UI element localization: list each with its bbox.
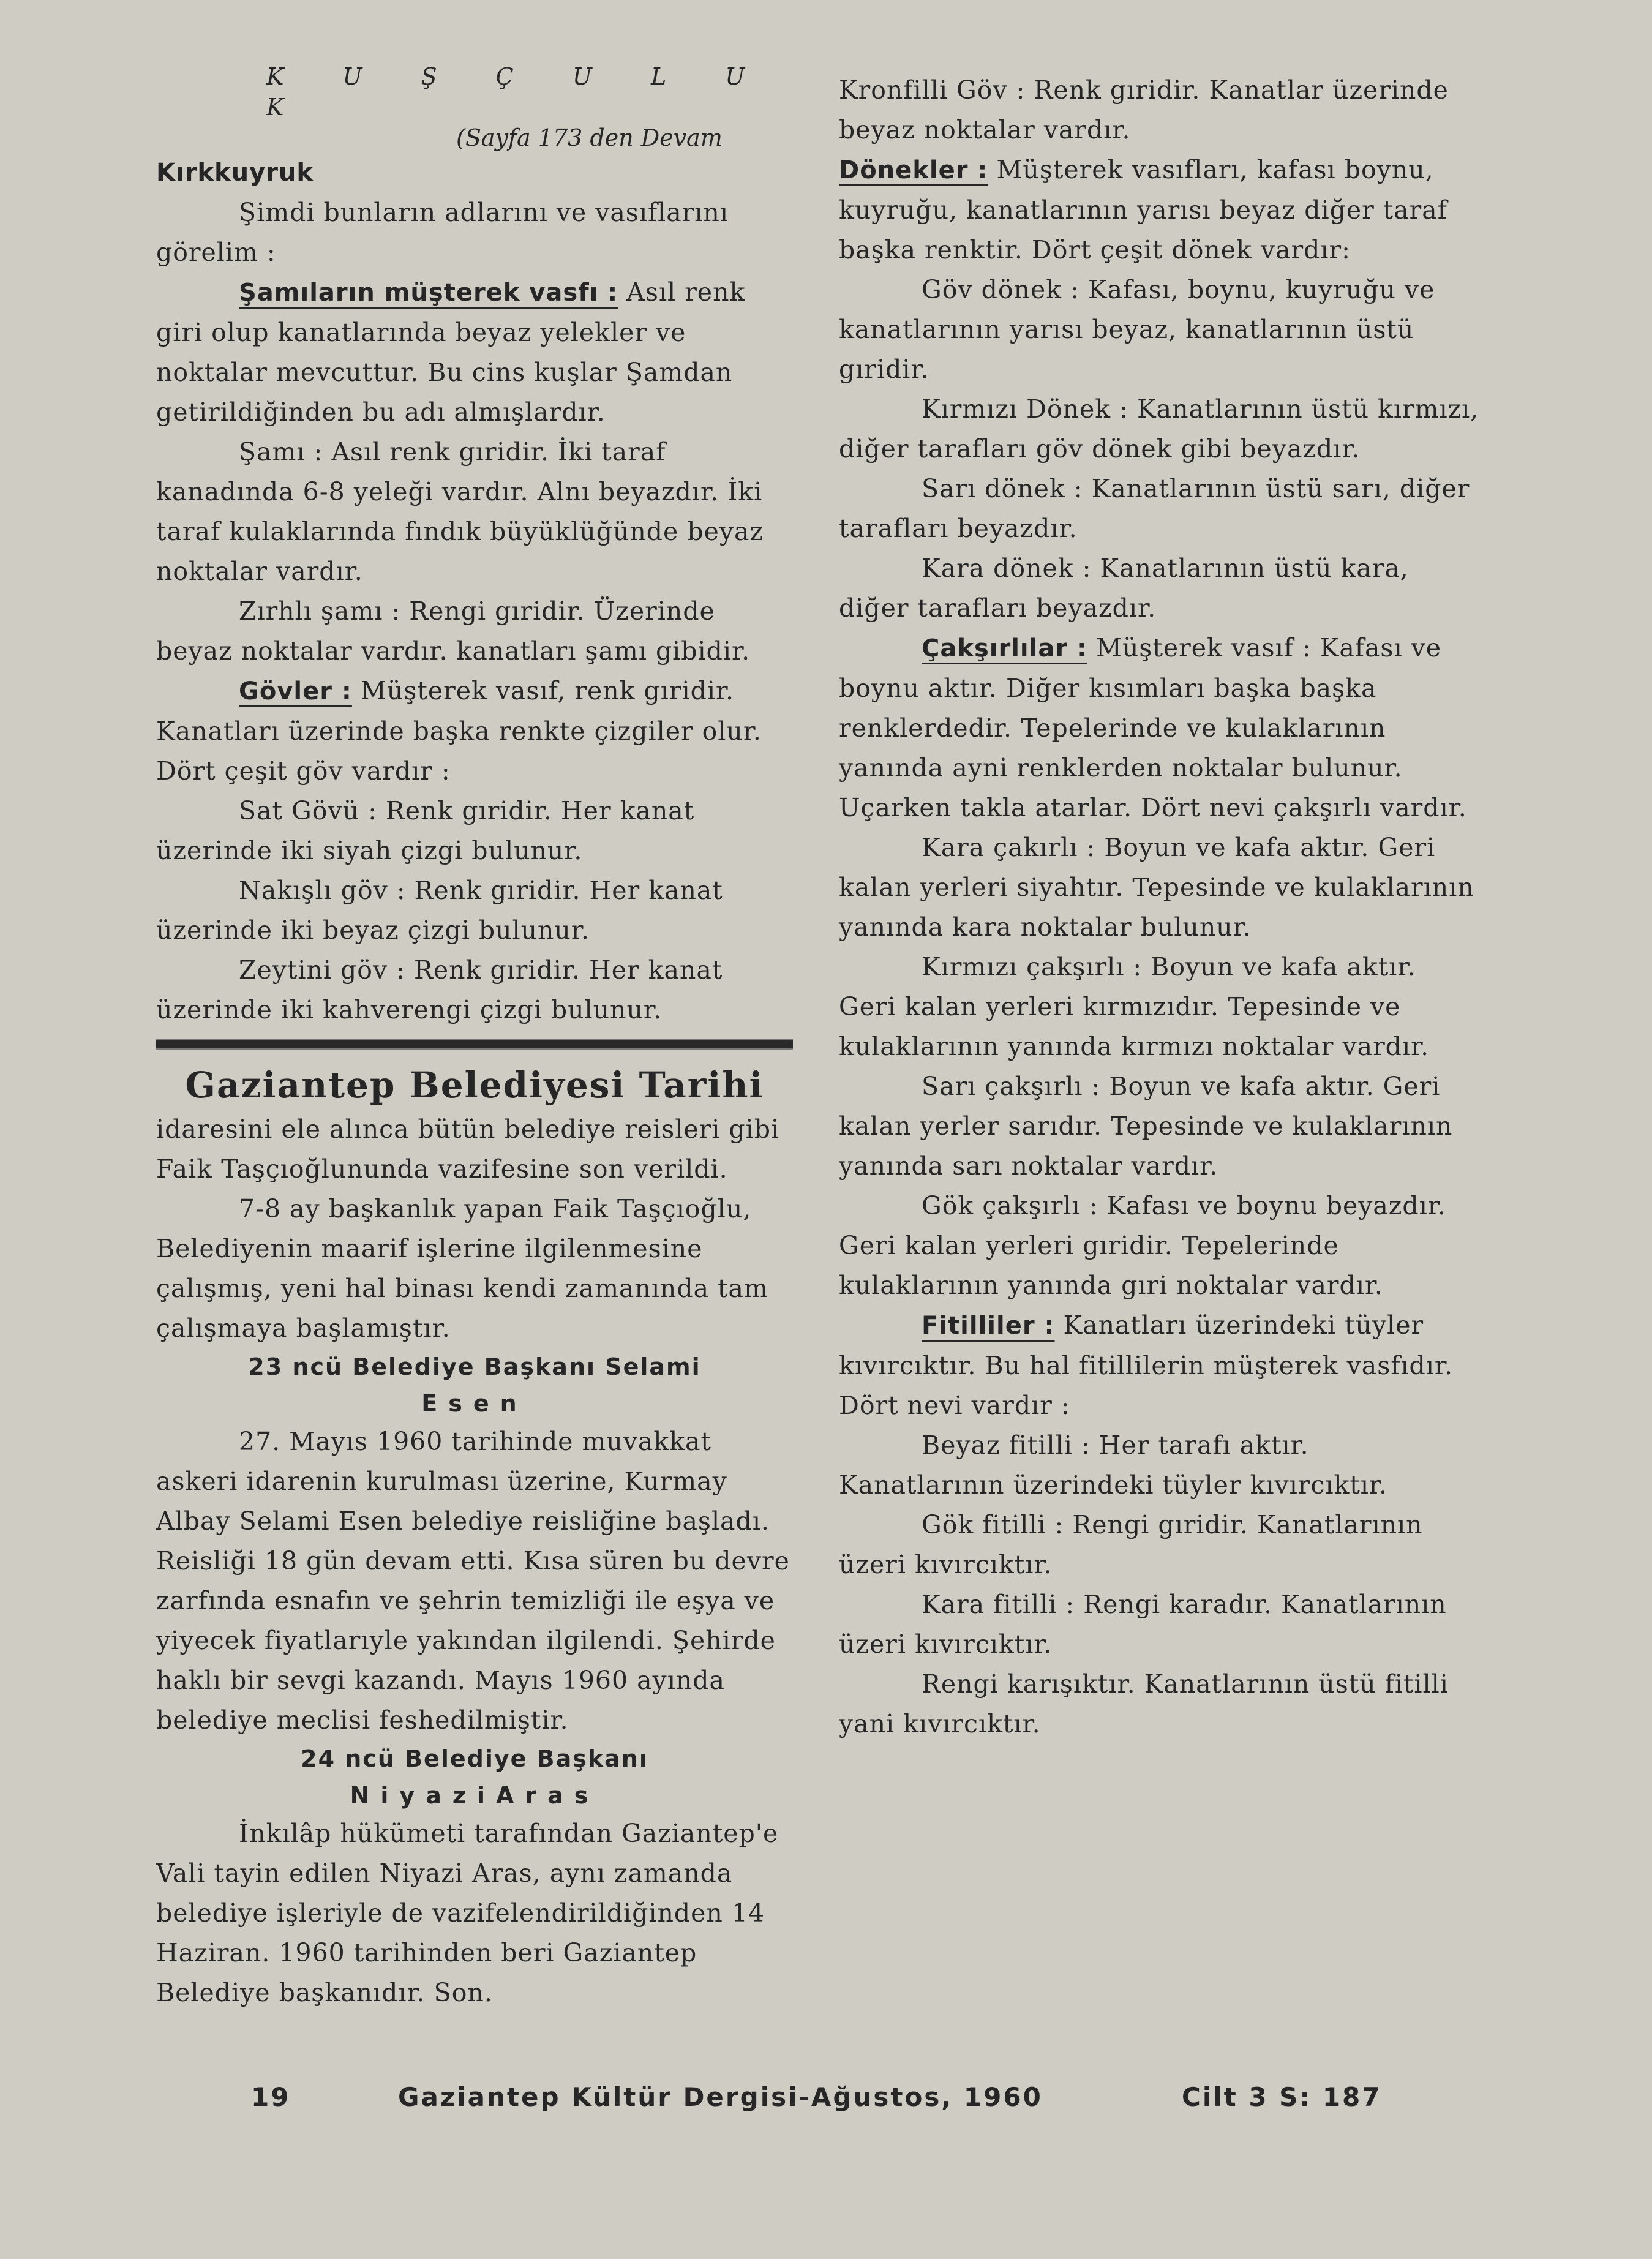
paragraph-kronfilli: Kronfilli Göv : Renk gıridir. Kanatlar üzerinde beyaz noktalar vardır.: [839, 75, 1449, 145]
paragraph-kirmizi-donek: Kırmızı Dönek : Kanatlarının üstü kırmızı, diğer tarafları göv dönek gibi beyazdır.: [839, 394, 1479, 464]
paragraph-sari-caksirli: Sarı çakşırlı : Boyun ve kafa aktır. Geri kalan yerler sarıdır. Tepesinde ve kulaklarının yanında sarı noktalar vardır.: [839, 1072, 1453, 1181]
text-fitilliler: Kanatları üzerindeki tüyler kıvırcıktır. Bu hal fitillilerin müşterek vasfıdır. Dört nevi vardır :: [839, 1310, 1454, 1420]
text-donekler: Müşterek vasıfları, kafası boynu, kuyruğu, kanatlarının yarısı beyaz diğer taraf başka renktir. Dört çeşit dönek vardır:: [839, 155, 1447, 265]
subheading-24-line2: NiyaziAras: [350, 1782, 599, 1809]
heading-kirkkuyruk: Kırkkuyruk: [156, 159, 314, 187]
paragraph-samilar: [156, 273, 793, 432]
continued-note: (Sayfa 173 den Devam: [456, 124, 723, 151]
paragraph-donekler: [839, 150, 1482, 270]
text-caksirlilar: Müşterek vasıf : Kafası ve boynu aktır. Diğer kısımları başka başka renklerdedir. Tepelerinde ve kulaklarının yanında ayni renklerden noktalar bulunur. Uçarken takla atarlar. Dört nevi çakşırlı vardır.: [839, 633, 1467, 822]
volume-issue: Cilt 3 S: 187: [1182, 2082, 1382, 2112]
article-paragraph-1: idaresini ele alınca bütün belediye reisleri gibi Faik Taşçıoğlununda vazifesine son verildi.: [156, 1114, 780, 1184]
paragraph-sari-donek: Sarı dönek : Kanatlarının üstü sarı, diğer tarafları beyazdır.: [839, 474, 1470, 543]
text-samilar: Asıl renk giri olup kanatlarında beyaz yelekler ve noktalar mevcuttur. Bu cins kuşlar Şamdan getirildiğinden bu adı almışlardır.: [156, 277, 746, 427]
paragraph-gok-fitilli: Gök fitilli : Rengi gıridir. Kanatlarının üzeri kıvırcıktır.: [839, 1510, 1423, 1579]
paragraph-sat-govu: Sat Gövü : Renk gıridir. Her kanat üzerinde iki siyah çizgi bulunur.: [156, 796, 695, 865]
article-title: Gaziantep Belediyesi Tarihi: [185, 1064, 764, 1106]
subheading-23-line1: 23 ncü Belediye Başkanı Selami: [248, 1353, 701, 1380]
paragraph-gov-donek: Göv dönek : Kafası, boynu, kuyruğu ve kanatlarının yarısı beyaz, kanatlarının üstü gıridir.: [839, 275, 1435, 384]
subheading-23-line2: Esen: [421, 1390, 528, 1417]
label-govler: Gövler :: [239, 677, 352, 705]
label-donekler: Dönekler :: [839, 156, 988, 184]
paragraph-beyaz-fitilli: Beyaz fitilli : Her tarafı aktır. Kanatlarının üzerindeki tüyler kıvırcıktır.: [839, 1430, 1388, 1500]
paragraph-govler: [156, 671, 793, 791]
article-paragraph-4: İnkılâp hükümeti tarafından Gaziantep'e Vali tayin edilen Niyazi Aras, aynı zamanda belediye işleriyle de vazifelendirildiğinden 14 Haziran. 1960 tarihinden beri Gaziantep Belediye başkanıdır. Son.: [156, 1819, 779, 2007]
article-paragraph-3: 27. Mayıs 1960 tarihinde muvakkat askeri idarenin kurulması üzerine, Kurmay Albay Selami Esen belediye reisliğine başladı. Reisliği 18 gün devam etti. Kısa süren bu devre zarfında esnafın ve şehrin temizliği ile eşya ve yiyecek fiyatlarıyle yakından ilgilendi. Şehirde haklı bir sevgi kazandı. Mayıs 1960 ayında belediye meclisi feshedilmiştir.: [156, 1427, 790, 1735]
page-number: 19: [251, 2082, 291, 2112]
paragraph-nakisli-gov: Nakışlı göv : Renk gıridir. Her kanat üzerinde iki beyaz çizgi bulunur.: [156, 876, 723, 945]
paragraph-zirhli: Zırhlı şamı : Rengi gıridir. Üzerinde beyaz noktalar vardır. kanatları şamı gibidir.: [156, 596, 751, 666]
left-column: [156, 61, 793, 2013]
paragraph-caksirlilar: [839, 628, 1482, 828]
paragraph-sami: Şamı : Asıl renk gıridir. İki taraf kanadında 6-8 yeleği vardır. Alnı beyazdır. İki taraf kulaklarında fındık büyüklüğünde beyaz noktalar vardır.: [156, 437, 764, 586]
label-fitilliler: Fitilliler :: [922, 1312, 1055, 1340]
subheading-24-line1: 24 ncü Belediye Başkanı: [301, 1745, 648, 1772]
divider-rule: [156, 1039, 793, 1050]
paragraph-kara-fitilli: Kara fitilli : Rengi karadır. Kanatlarının üzeri kıvırcıktır.: [839, 1590, 1447, 1659]
label-samilar: Şamıların müşterek vasfı :: [239, 279, 618, 307]
paragraph-fitilliler: [839, 1306, 1482, 1426]
paragraph-kara-cakirli: Kara çakırlı : Boyun ve kafa aktır. Geri kalan yerleri siyahtır. Tepesinde ve kulaklarının yanında kara noktalar bulunur.: [839, 833, 1474, 942]
paragraph-kara-donek: Kara dönek : Kanatlarının üstü kara, diğer tarafları beyazdır.: [839, 554, 1409, 623]
paragraph-intro: Şimdi bunların adlarını ve vasıflarını görelim :: [156, 198, 729, 267]
journal-name-date: Gaziantep Kültür Dergisi-Ağustos, 1960: [398, 2082, 1043, 2112]
paragraph-kirmizi-caksirli: Kırmızı çakşırlı : Boyun ve kafa aktır. Geri kalan yerleri kırmızıdır. Tepesinde ve kulaklarının yanında kırmızı noktalar vardır.: [839, 952, 1430, 1061]
paragraph-zeytini-gov: Zeytini göv : Renk gıridir. Her kanat üzerinde iki kahverengi çizgi bulunur.: [156, 955, 723, 1024]
paragraph-rengi-karisik: Rengi karışıktır. Kanatlarının üstü fitilli yani kıvırcıktır.: [839, 1669, 1449, 1738]
article-paragraph-2: 7-8 ay başkanlık yapan Faik Taşçıoğlu, Belediyenin maarif işlerine ilgilenmesine çalışmış, yeni hal binası kendi zamanında tam çalışmaya başlamıştır.: [156, 1194, 768, 1343]
label-caksirlilar: Çakşırlılar :: [922, 634, 1087, 663]
section-title: K U Ş Ç U L U K: [266, 63, 771, 121]
paragraph-gok-caksirli: Gök çakşırlı : Kafası ve boynu beyazdır. Geri kalan yerleri gıridir. Tepelerinde kulaklarının yanında gıri noktalar vardır.: [839, 1191, 1446, 1300]
text-govler: Müşterek vasıf, renk gıridir. Kanatları üzerinde başka renkte çizgiler olur. Dört çeşit göv vardır :: [156, 676, 762, 786]
right-column: [839, 70, 1482, 1744]
